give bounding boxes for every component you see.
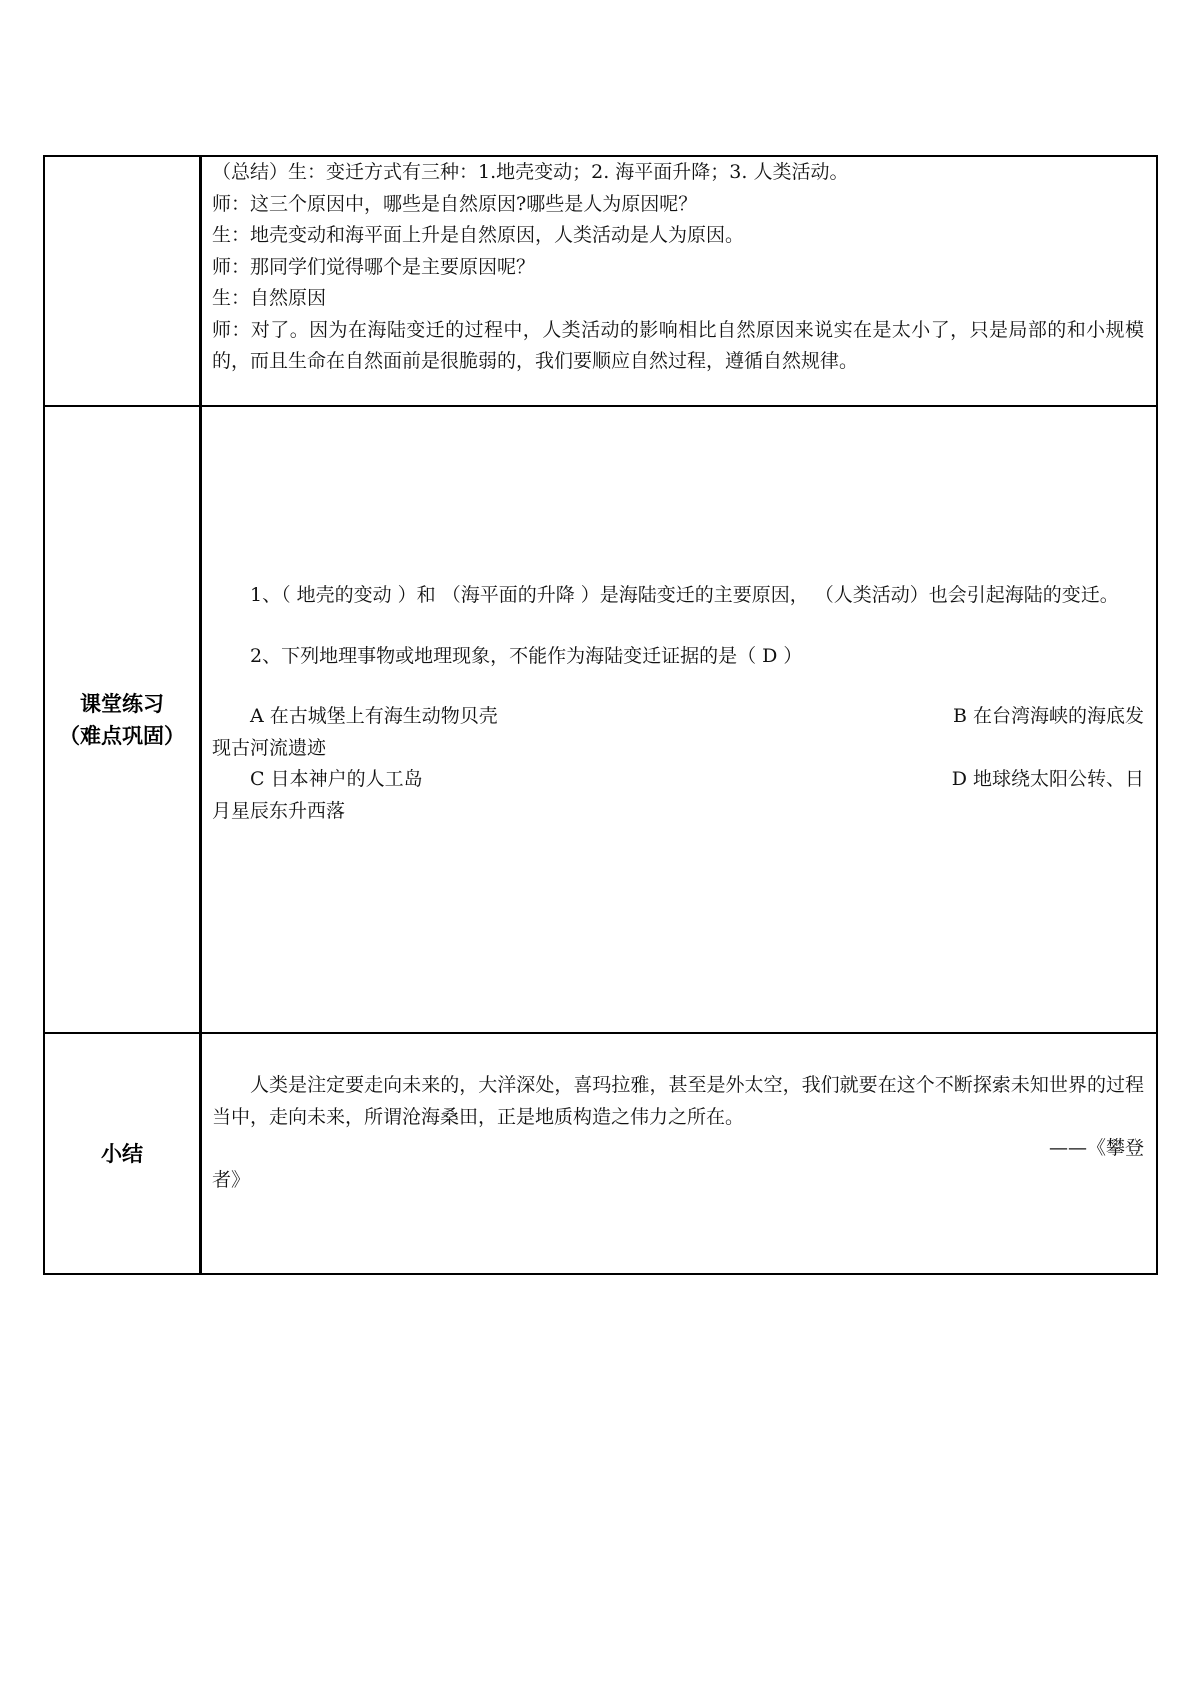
summary-attribution-continued: 者》: [212, 1168, 251, 1191]
option-cd: [212, 764, 1144, 827]
classroom-exercise-row: [44, 406, 1157, 1033]
option-a: A 在古城堡上有海生动物贝壳: [250, 705, 498, 727]
option-d-continued: 月星辰东升西落: [212, 799, 346, 822]
empty-label-cell: [44, 156, 201, 406]
option-ab: [212, 701, 1144, 764]
option-d: D 地球绕太阳公转、日: [951, 768, 1144, 790]
exercise-label-title: 课堂练习: [80, 691, 164, 716]
exercise-label-cell: [44, 406, 201, 1033]
dialogue-line: 师：这三个原因中，哪些是自然原因?哪些是人为原因呢？: [212, 192, 698, 215]
exercise-label-subtitle: （难点巩固）: [59, 723, 185, 748]
summary-attribution: ——《攀登: [1048, 1137, 1144, 1159]
option-b: B 在台湾海峡的海底发: [952, 705, 1144, 727]
summary-text: 人类是注定要走向未来的，大洋深处，喜玛拉雅，甚至是外太空，我们就要在这个不断探索未知世界的过程当中，走向未来，所谓沧海桑田，正是地质构造之伟力之所在。: [212, 1074, 1144, 1128]
dialogue-line: 师：那同学们觉得哪个是主要原因呢？: [212, 255, 536, 278]
summary-dialogue-row: [44, 156, 1157, 406]
question-2: 2、下列地理事物或地理现象，不能作为海陆变迁证据的是（ D ）: [250, 644, 803, 667]
dialogue-line: 师：对了。因为在海陆变迁的过程中，人类活动的影响相比自然原因来说实在是太小了，只是局部的和小规模的，而且生命在自然面前是很脆弱的，我们要顺应自然过程，遵循自然规律。: [212, 318, 1144, 372]
dialogue-content-cell: [201, 156, 1158, 406]
option-c: C 日本神户的人工岛: [250, 768, 423, 790]
dialogue-line: 生：自然原因: [212, 287, 327, 309]
summary-label-cell: [44, 1033, 201, 1274]
summary-content-cell: [201, 1033, 1158, 1274]
dialogue-line: （总结）生：变迁方式有三种：1.地壳变动；2. 海平面升降；3. 人类活动。: [212, 161, 849, 183]
exercise-content-cell: [201, 406, 1158, 1033]
summary-row: [44, 1033, 1157, 1274]
dialogue-line: 生：地壳变动和海平面上升是自然原因，人类活动是人为原因。: [212, 224, 745, 246]
summary-label: 小结: [101, 1141, 143, 1166]
question-1: 1、（ 地壳的变动 ）和 （海平面的升降 ）是海陆变迁的主要原因， （人类活动）也会引起海陆的变迁。: [250, 584, 1119, 606]
option-b-continued: 现古河流遗迹: [212, 736, 327, 759]
lesson-plan-table: [43, 155, 1158, 1275]
